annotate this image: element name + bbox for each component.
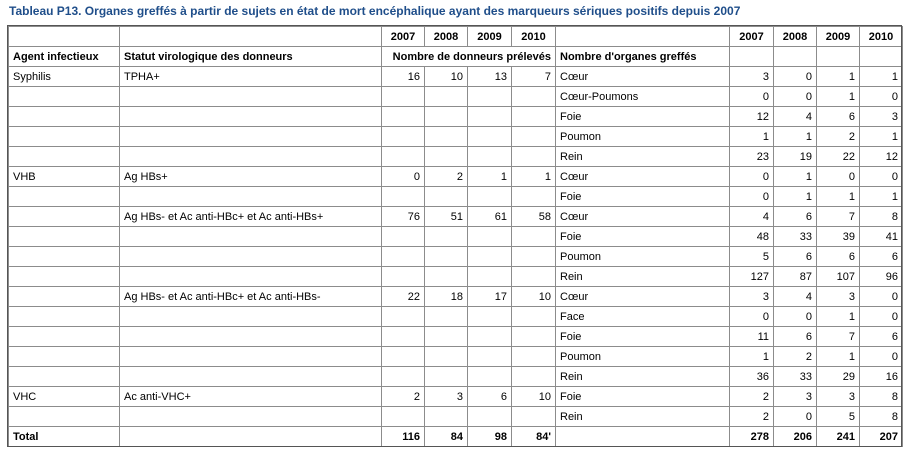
- statut-cell: [120, 347, 382, 367]
- organes-cell: 1: [860, 127, 903, 147]
- organes-cell: 3: [774, 387, 817, 407]
- donneurs-cell: [425, 87, 468, 107]
- donneurs-cell: [512, 347, 556, 367]
- table-row: [9, 407, 903, 427]
- table-title: Tableau P13. Organes greffés à partir de sujets en état de mort encéphalique ayant des marqueurs sériques positifs depuis 2007: [9, 4, 741, 18]
- donneurs-cell: [382, 367, 425, 387]
- donneurs-cell: [382, 87, 425, 107]
- organes-cell: 3: [817, 387, 860, 407]
- donneurs-cell: [425, 147, 468, 167]
- donneurs-cell: [425, 367, 468, 387]
- organes-cell: 0: [817, 167, 860, 187]
- organes-cell: 11: [730, 327, 774, 347]
- total-empty: [556, 427, 730, 447]
- donneurs-cell: [382, 327, 425, 347]
- donneurs-cell: [468, 87, 512, 107]
- statut-cell: [120, 227, 382, 247]
- organes-cell: 0: [860, 287, 903, 307]
- donneurs-cell: [468, 347, 512, 367]
- organes-cell: 4: [774, 287, 817, 307]
- statut-cell: [120, 127, 382, 147]
- organes-cell: 5: [730, 247, 774, 267]
- organes-cell: 1: [817, 67, 860, 87]
- organes-cell: 1: [860, 67, 903, 87]
- donneurs-cell: [425, 327, 468, 347]
- organes-cell: 1: [774, 187, 817, 207]
- organes-cell: 6: [817, 107, 860, 127]
- year-header: 2010: [512, 27, 556, 47]
- donneurs-cell: [382, 267, 425, 287]
- organes-cell: 12: [860, 147, 903, 167]
- table-row: [9, 387, 903, 407]
- agent-header: Agent infectieux: [9, 47, 120, 67]
- organes-cell: 127: [730, 267, 774, 287]
- organes-header: Nombre d'organes greffés: [556, 47, 730, 67]
- donneurs-cell: [382, 347, 425, 367]
- organe-cell: Poumon: [556, 247, 730, 267]
- donneurs-cell: 1: [468, 167, 512, 187]
- column-header-row: [9, 47, 903, 67]
- organes-cell: 3: [817, 287, 860, 307]
- year-header: 2008: [774, 27, 817, 47]
- donneurs-cell: [425, 307, 468, 327]
- statut-cell: Ac anti-VHC+: [120, 387, 382, 407]
- donneurs-cell: [425, 347, 468, 367]
- donneurs-cell: [468, 127, 512, 147]
- total-organes-cell: 207: [860, 427, 903, 447]
- organes-cell: 2: [730, 407, 774, 427]
- donneurs-cell: [425, 127, 468, 147]
- donneurs-cell: 17: [468, 287, 512, 307]
- year-header: 2008: [425, 27, 468, 47]
- table-row: [9, 247, 903, 267]
- organe-cell: Rein: [556, 267, 730, 287]
- donneurs-cell: [468, 187, 512, 207]
- year-header: 2010: [860, 27, 903, 47]
- donneurs-cell: 10: [425, 67, 468, 87]
- donneurs-cell: [425, 267, 468, 287]
- organe-cell: Foie: [556, 107, 730, 127]
- organes-cell: 6: [774, 207, 817, 227]
- donneurs-cell: 0: [382, 167, 425, 187]
- organes-cell: 36: [730, 367, 774, 387]
- donneurs-cell: [382, 147, 425, 167]
- organe-cell: Rein: [556, 367, 730, 387]
- organes-cell: 39: [817, 227, 860, 247]
- agent-cell: [9, 107, 120, 127]
- table-row: [9, 187, 903, 207]
- donneurs-cell: [512, 367, 556, 387]
- donneurs-cell: [512, 227, 556, 247]
- organes-cell: 5: [817, 407, 860, 427]
- total-donneurs-cell: 84: [425, 427, 468, 447]
- donneurs-cell: [425, 227, 468, 247]
- donneurs-cell: 7: [512, 67, 556, 87]
- organes-cell: 7: [817, 327, 860, 347]
- organes-cell: 3: [730, 67, 774, 87]
- table-row: [9, 267, 903, 287]
- statut-cell: [120, 147, 382, 167]
- table-row: [9, 367, 903, 387]
- donneurs-cell: [468, 227, 512, 247]
- statut-cell: Ag HBs- et Ac anti-HBc+ et Ac anti-HBs-: [120, 287, 382, 307]
- donneurs-cell: 2: [425, 167, 468, 187]
- total-donneurs-cell: 84': [512, 427, 556, 447]
- organe-cell: Poumon: [556, 127, 730, 147]
- donneurs-cell: [512, 127, 556, 147]
- organes-cell: 33: [774, 227, 817, 247]
- organes-cell: 7: [817, 207, 860, 227]
- donneurs-cell: [468, 147, 512, 167]
- donneurs-cell: [512, 407, 556, 427]
- donneurs-cell: [512, 327, 556, 347]
- organes-cell: 0: [774, 87, 817, 107]
- donneurs-cell: [382, 407, 425, 427]
- donneurs-cell: 51: [425, 207, 468, 227]
- donneurs-cell: [512, 267, 556, 287]
- agent-cell: [9, 367, 120, 387]
- agent-cell: VHB: [9, 167, 120, 187]
- agent-cell: Syphilis: [9, 67, 120, 87]
- organes-cell: 3: [860, 107, 903, 127]
- donneurs-cell: [512, 87, 556, 107]
- organes-cell: 0: [860, 87, 903, 107]
- organes-cell: 22: [817, 147, 860, 167]
- organes-cell: 1: [817, 87, 860, 107]
- donneurs-cell: [425, 407, 468, 427]
- data-table: [8, 26, 903, 447]
- organes-cell: 6: [774, 327, 817, 347]
- organes-cell: 6: [817, 247, 860, 267]
- organes-cell: 23: [730, 147, 774, 167]
- table-row: [9, 347, 903, 367]
- donneurs-cell: [512, 147, 556, 167]
- organes-cell: 48: [730, 227, 774, 247]
- donneurs-cell: 16: [382, 67, 425, 87]
- organes-cell: 41: [860, 227, 903, 247]
- donneurs-cell: [468, 267, 512, 287]
- statut-cell: [120, 307, 382, 327]
- statut-cell: [120, 327, 382, 347]
- organes-cell: 0: [774, 67, 817, 87]
- organes-cell: 0: [730, 187, 774, 207]
- donneurs-cell: [382, 307, 425, 327]
- organes-cell: 6: [860, 327, 903, 347]
- organes-cell: 1: [774, 167, 817, 187]
- agent-cell: [9, 127, 120, 147]
- donneurs-cell: [382, 107, 425, 127]
- donneurs-cell: 76: [382, 207, 425, 227]
- donneurs-cell: 58: [512, 207, 556, 227]
- statut-cell: [120, 267, 382, 287]
- agent-cell: [9, 327, 120, 347]
- agent-cell: VHC: [9, 387, 120, 407]
- organes-cell: 33: [774, 367, 817, 387]
- organes-cell: 1: [860, 187, 903, 207]
- organe-cell: Cœur: [556, 167, 730, 187]
- table-row: [9, 227, 903, 247]
- organes-cell: 8: [860, 407, 903, 427]
- donneurs-cell: 1: [512, 167, 556, 187]
- organes-cell: 0: [774, 307, 817, 327]
- table-row: [9, 167, 903, 187]
- table-row: [9, 207, 903, 227]
- agent-cell: [9, 87, 120, 107]
- year-header-row: [9, 27, 903, 47]
- donneurs-cell: [382, 127, 425, 147]
- donneurs-cell: 61: [468, 207, 512, 227]
- organes-cell: 1: [817, 347, 860, 367]
- organe-cell: Face: [556, 307, 730, 327]
- donneurs-cell: 3: [425, 387, 468, 407]
- organes-cell: 3: [730, 287, 774, 307]
- organes-cell: 1: [774, 127, 817, 147]
- donneurs-cell: [512, 247, 556, 267]
- donneurs-cell: 10: [512, 287, 556, 307]
- donneurs-cell: [425, 107, 468, 127]
- year-header: 2009: [817, 27, 860, 47]
- organes-cell: 16: [860, 367, 903, 387]
- donneurs-cell: [468, 367, 512, 387]
- statut-cell: Ag HBs+: [120, 167, 382, 187]
- organes-cell: 2: [730, 387, 774, 407]
- organes-cell: 107: [817, 267, 860, 287]
- donneurs-cell: 13: [468, 67, 512, 87]
- statut-cell: [120, 107, 382, 127]
- organes-cell: 1: [817, 307, 860, 327]
- donneurs-cell: [468, 307, 512, 327]
- organes-cell: 0: [774, 407, 817, 427]
- donneurs-header: Nombre de donneurs prélevés: [382, 47, 556, 67]
- organes-cell: 87: [774, 267, 817, 287]
- organes-cell: 6: [860, 247, 903, 267]
- agent-cell: [9, 187, 120, 207]
- organes-cell: 8: [860, 387, 903, 407]
- organes-cell: 12: [730, 107, 774, 127]
- table-row: [9, 327, 903, 347]
- organe-cell: Cœur: [556, 287, 730, 307]
- organe-cell: Poumon: [556, 347, 730, 367]
- total-label: Total: [9, 427, 120, 447]
- donneurs-cell: [512, 187, 556, 207]
- organe-cell: Cœur: [556, 207, 730, 227]
- organes-cell: 1: [817, 187, 860, 207]
- statut-header: Statut virologique des donneurs: [120, 47, 382, 67]
- table-row: [9, 127, 903, 147]
- donneurs-cell: 22: [382, 287, 425, 307]
- donneurs-cell: [382, 247, 425, 267]
- donneurs-cell: [382, 187, 425, 207]
- organes-cell: 0: [730, 167, 774, 187]
- total-organes-cell: 278: [730, 427, 774, 447]
- table-row: [9, 67, 903, 87]
- table-row: [9, 107, 903, 127]
- statut-cell: TPHA+: [120, 67, 382, 87]
- statut-cell: [120, 407, 382, 427]
- statut-cell: [120, 367, 382, 387]
- agent-cell: [9, 407, 120, 427]
- agent-cell: [9, 307, 120, 327]
- donneurs-cell: [468, 327, 512, 347]
- organe-cell: Foie: [556, 327, 730, 347]
- organe-cell: Foie: [556, 387, 730, 407]
- organes-cell: 0: [730, 87, 774, 107]
- agent-cell: [9, 267, 120, 287]
- organe-cell: Foie: [556, 227, 730, 247]
- total-row: [9, 427, 903, 447]
- organe-cell: Cœur: [556, 67, 730, 87]
- total-donneurs-cell: 116: [382, 427, 425, 447]
- organes-cell: 19: [774, 147, 817, 167]
- organes-cell: 0: [730, 307, 774, 327]
- organes-cell: 1: [730, 127, 774, 147]
- table-row: [9, 287, 903, 307]
- organe-cell: Rein: [556, 407, 730, 427]
- statut-cell: [120, 187, 382, 207]
- donneurs-cell: [425, 187, 468, 207]
- total-donneurs-cell: 98: [468, 427, 512, 447]
- statut-cell: [120, 87, 382, 107]
- agent-cell: [9, 207, 120, 227]
- organes-cell: 29: [817, 367, 860, 387]
- organes-cell: 2: [817, 127, 860, 147]
- donneurs-cell: [468, 107, 512, 127]
- donneurs-cell: 10: [512, 387, 556, 407]
- organes-cell: 0: [860, 167, 903, 187]
- organe-cell: Foie: [556, 187, 730, 207]
- table-row: [9, 87, 903, 107]
- year-header: 2007: [382, 27, 425, 47]
- donneurs-cell: [468, 407, 512, 427]
- organe-cell: Cœur-Poumons: [556, 87, 730, 107]
- donneurs-cell: [382, 227, 425, 247]
- agent-cell: [9, 287, 120, 307]
- organes-cell: 1: [730, 347, 774, 367]
- total-organes-cell: 241: [817, 427, 860, 447]
- donneurs-cell: [425, 247, 468, 267]
- table-row: [9, 147, 903, 167]
- donneurs-cell: [468, 247, 512, 267]
- statut-cell: [120, 247, 382, 267]
- agent-cell: [9, 227, 120, 247]
- organes-cell: 0: [860, 347, 903, 367]
- donneurs-cell: 18: [425, 287, 468, 307]
- organes-cell: 96: [860, 267, 903, 287]
- organes-cell: 4: [730, 207, 774, 227]
- donneurs-cell: [512, 107, 556, 127]
- organes-cell: 6: [774, 247, 817, 267]
- total-organes-cell: 206: [774, 427, 817, 447]
- statut-cell: Ag HBs- et Ac anti-HBc+ et Ac anti-HBs+: [120, 207, 382, 227]
- organes-cell: 4: [774, 107, 817, 127]
- agent-cell: [9, 247, 120, 267]
- organes-cell: 0: [860, 307, 903, 327]
- year-header: 2007: [730, 27, 774, 47]
- total-empty: [120, 427, 382, 447]
- agent-cell: [9, 347, 120, 367]
- year-header: 2009: [468, 27, 512, 47]
- donneurs-cell: 2: [382, 387, 425, 407]
- donneurs-cell: [512, 307, 556, 327]
- organe-cell: Rein: [556, 147, 730, 167]
- table-row: [9, 307, 903, 327]
- donneurs-cell: 6: [468, 387, 512, 407]
- organes-cell: 2: [774, 347, 817, 367]
- organes-cell: 8: [860, 207, 903, 227]
- agent-cell: [9, 147, 120, 167]
